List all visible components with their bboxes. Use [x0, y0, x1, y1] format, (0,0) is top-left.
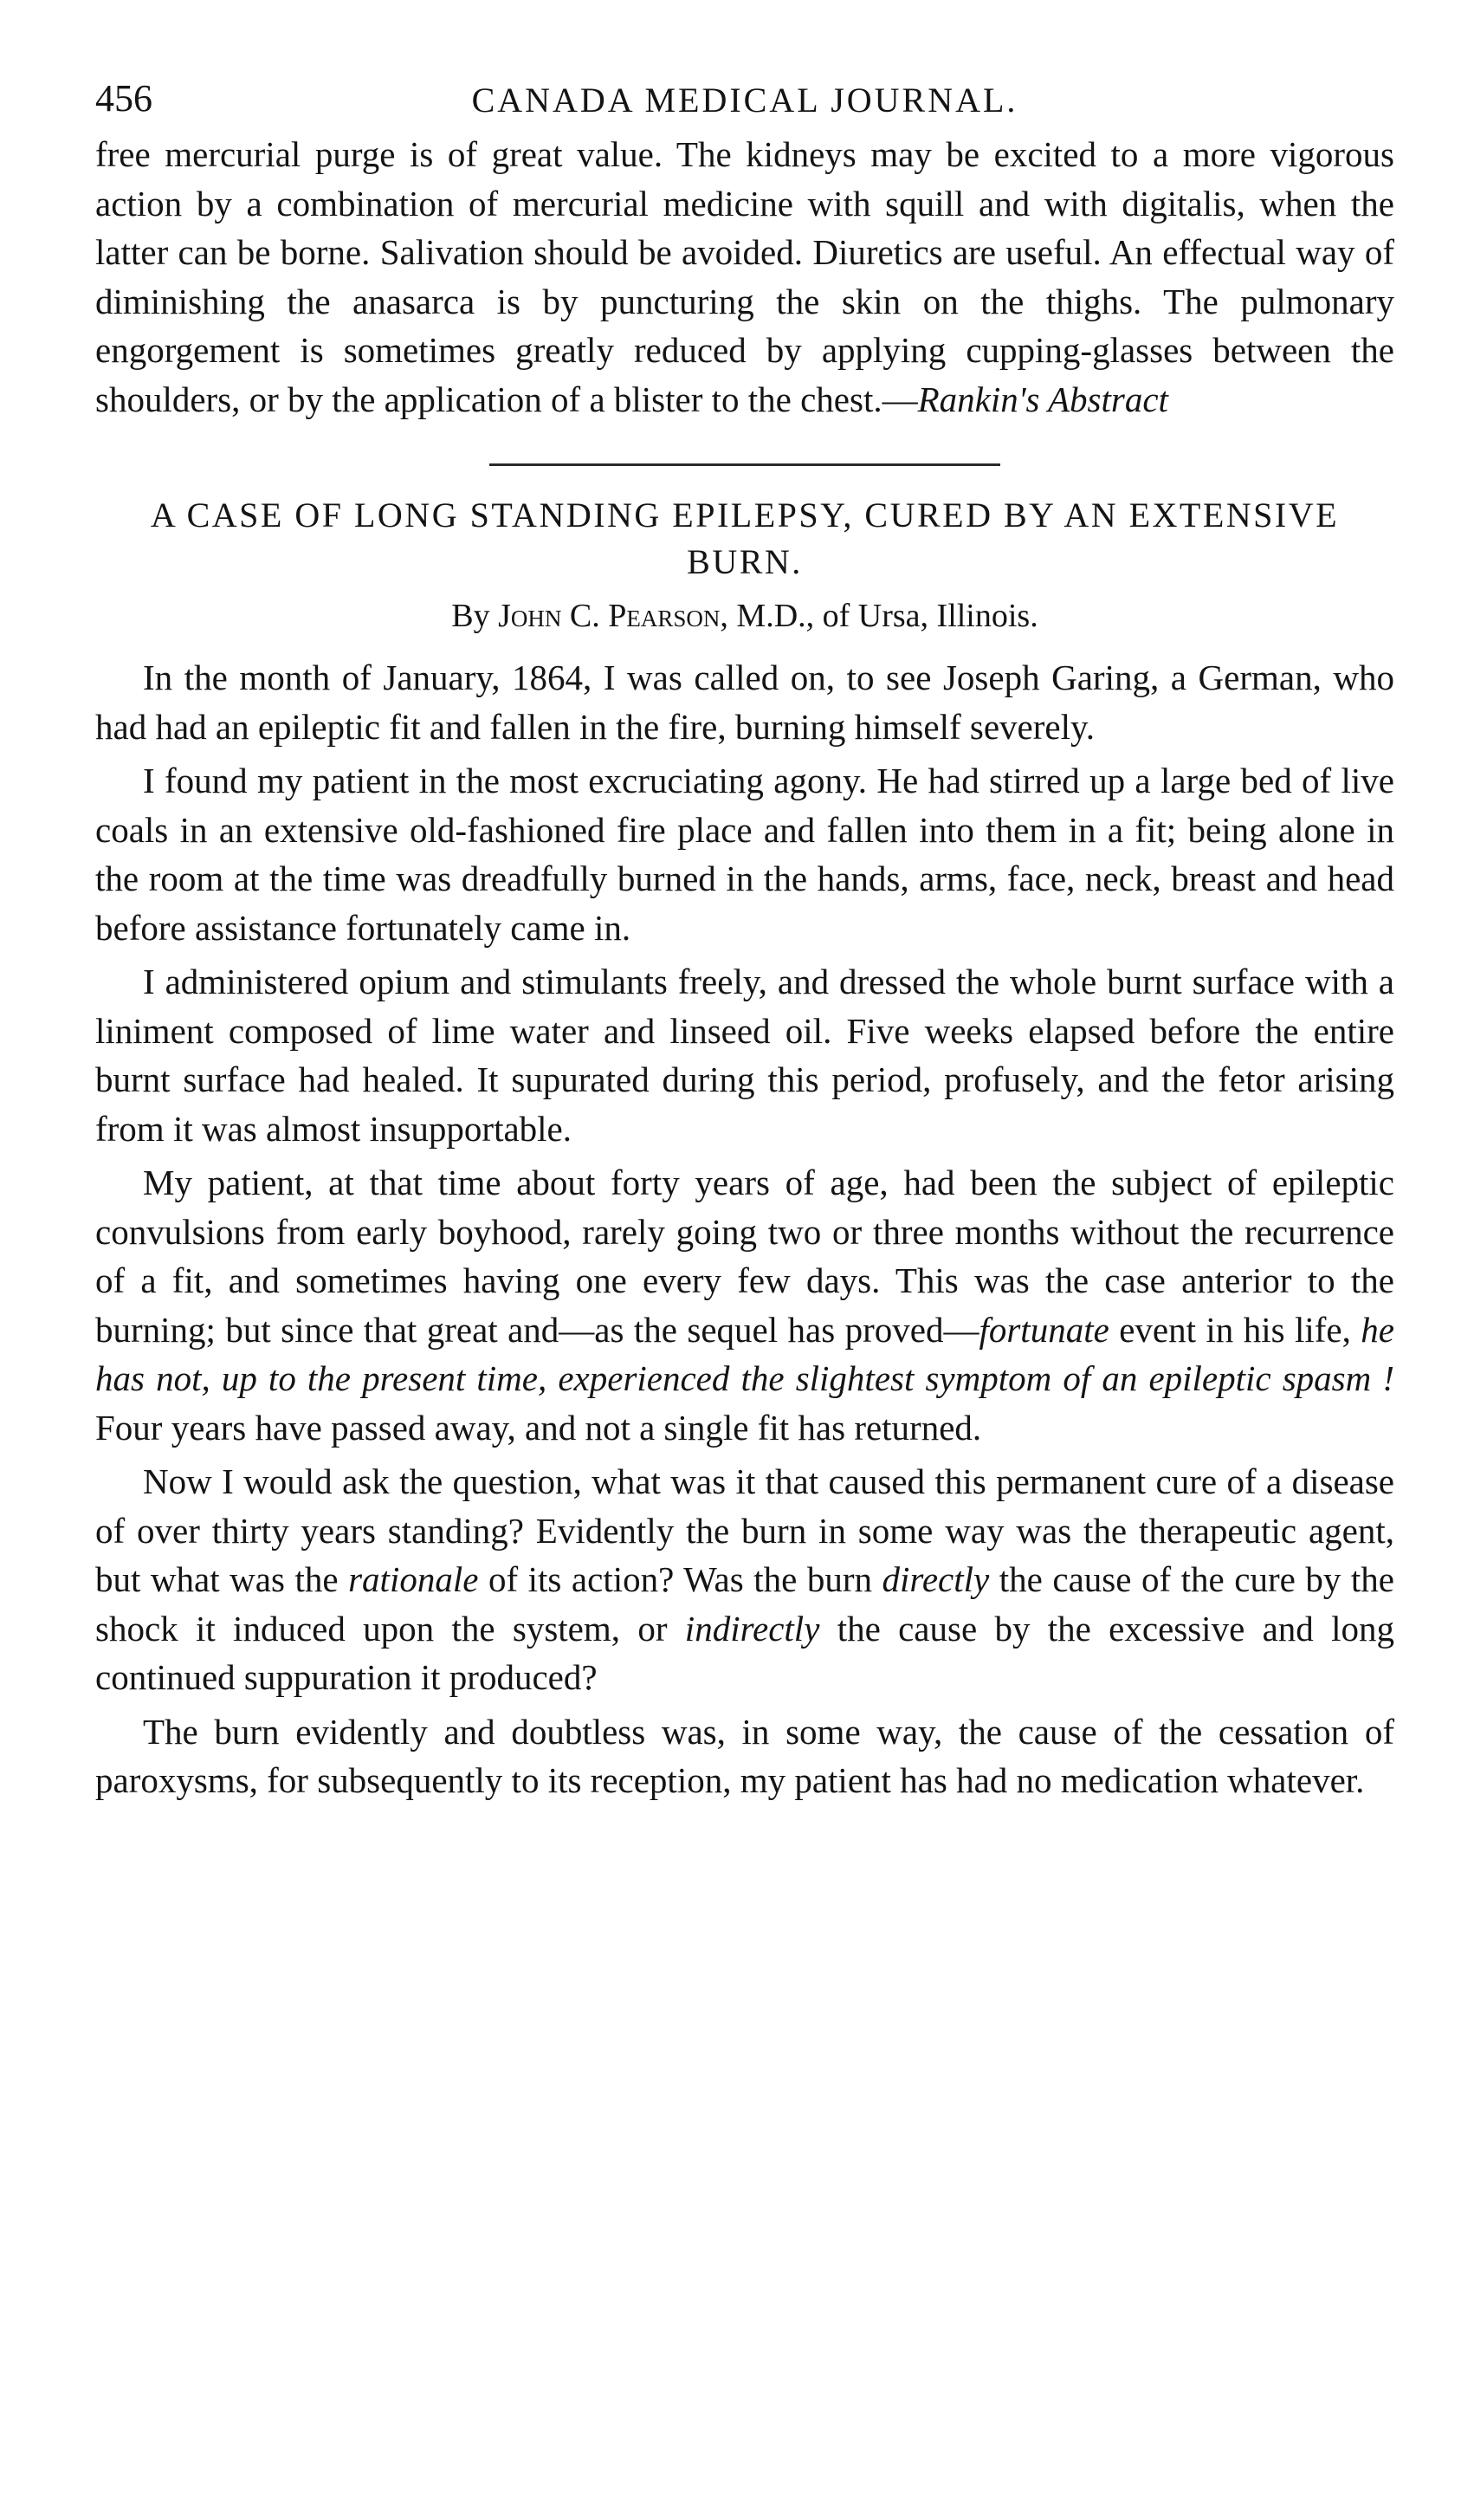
byline-by: By — [451, 598, 499, 634]
paragraph-5-part-g: the cause by the excessive and long continued suppuration it produced? — [95, 1608, 1394, 1697]
previous-article-conclusion — [95, 130, 1394, 424]
previous-article-text: free mercurial purge is of great value. The kidneys may be excited to a more vigorous action by a combination of mercurial medicine with squill and with digitalis, when the latter can be borne. Salivation should be avoided. Diuretics are useful. An effectual way of diminishing the anasarca is by puncturing the skin on the thighs. The pulmonary engorgement is sometimes greatly reduced by applying cupping-glasses between the shoulders, or by the application of a blister to the chest.— — [95, 134, 1394, 419]
paragraph-5-italic-rationale: rationale — [348, 1559, 479, 1599]
paragraph-4-italic-fortunate: fortunate — [979, 1309, 1109, 1350]
author-name: John C. Pearson — [498, 598, 721, 634]
paragraph-5-italic-indirectly: indirectly — [684, 1608, 820, 1649]
paragraph-4-italic-claim: he has not, up to the present time, experienced the slightest symptom of an epileptic spasm ! — [95, 1309, 1394, 1398]
paragraph-4 — [95, 1158, 1394, 1452]
paragraph-1: In the month of January, 1864, I was called on, to see Joseph Garing, a German, who had had an epileptic fit and fallen in the fire, burning himself severely. — [95, 658, 1394, 747]
paragraph-4-part-e: Four years have passed away, and not a single fit has returned. — [95, 1407, 982, 1448]
paragraph-4-part-a: My patient, at that time about forty years of age, had been the subject of epileptic convulsions from early boyhood, rarely going two or three months without the recurrence of a fit, and sometimes having one every few days. This was the case anterior to the burning; but since that great and—as the sequel has proved— — [95, 1163, 1394, 1350]
paragraph-4-part-c: event in his life, — [1109, 1309, 1361, 1350]
article-title: A CASE OF LONG STANDING EPILEPSY, CURED BY AN EXTENSIVE BURN. — [150, 496, 1340, 581]
page-number: 456 — [95, 77, 152, 120]
paragraph-5 — [95, 1457, 1394, 1702]
byline-affiliation: , M.D., of Ursa, Illinois. — [720, 598, 1038, 634]
paragraph-2: I found my patient in the most excruciating agony. He had stirred up a large bed of live coals in an extensive old-fashioned fire place and fallen into them in a fit; being alone in the room at the time was dreadfully burned in the hands, arms, face, neck, breast and head before assistance fortunately came in. — [95, 761, 1394, 948]
paragraph-5-part-c: of its action? Was the burn — [478, 1559, 882, 1599]
paragraph-5-part-a: Now I would ask the question, what was it that caused this permanent cure of a disease of over thirty years standing? Evidently the burn in some way was the therapeutic agent, but what was the — [95, 1461, 1394, 1599]
journal-title: CANADA MEDICAL JOURNAL. — [471, 81, 1018, 120]
byline — [95, 593, 1394, 639]
source-citation: Rankin's Abstract — [917, 379, 1168, 419]
paragraph-6: The burn evidently and doubtless was, in some way, the cause of the cessation of paroxysms, for subsequently to its reception, my patient has had no medication whatever. — [95, 1711, 1394, 1800]
journal-page — [95, 69, 1394, 1805]
running-head — [95, 69, 1394, 130]
section-divider — [489, 463, 1000, 466]
paragraph-5-italic-directly: directly — [882, 1559, 990, 1599]
paragraph-5-part-e: the cause of the cure by the shock it induced upon the system, or — [95, 1559, 1394, 1649]
paragraph-3: I administered opium and stimulants freely, and dressed the whole burnt surface with a liniment composed of lime water and linseed oil. Five weeks elapsed before the entire burnt surface had healed. It supurated during this period, profusely, and the fetor arising from it was almost insupportable. — [95, 962, 1394, 1149]
